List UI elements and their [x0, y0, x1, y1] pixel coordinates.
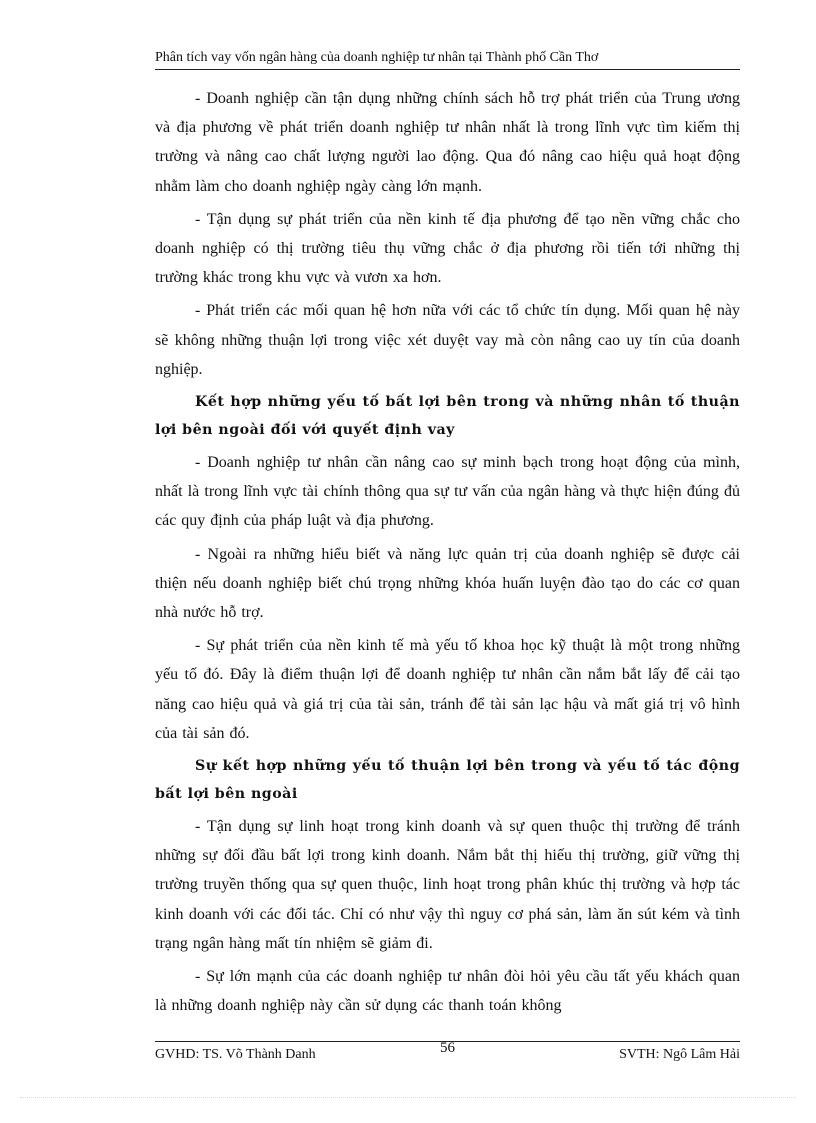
paragraph-2: - Tận dụng sự phát triển của nền kinh tế địa phương để tạo nền vững chắc cho doanh nghiệp có thị trường tiêu thụ vững chắc ở địa phương rồi tiến tới những thị trường khác trong khu vực và vươn xa hơn.: [155, 210, 740, 287]
document-body: [155, 84, 740, 1024]
paragraph-6: - Sự phát triển của nền kinh tế mà yếu tố khoa học kỹ thuật là một trong những yếu tố đó. Đây là điểm thuận lợi để doanh nghiệp tư nhân cần nắm bắt lấy để cải tạo năng cao hiệu quả và giá trị của tài sản, tránh để tài sản lạc hậu và mất giá trị vô hình của tài sản đó.: [155, 637, 740, 742]
paragraph-1: - Doanh nghiệp cần tận dụng những chính sách hỗ trợ phát triển của Trung ương và địa phương về phát triển doanh nghiệp tư nhân nhất là trong lĩnh vực tìm kiếm thị trường và nâng cao chất lượng người lao động. Qua đó nâng cao hiệu quả hoạt động nhằm làm cho doanh nghiệp ngày càng lớn mạnh.: [155, 90, 740, 195]
paragraph-3: - Phát triển các mối quan hệ hơn nữa với các tổ chức tín dụng. Mối quan hệ này sẽ không những thuận lợi trong việc xét duyệt vay mà còn nâng cao uy tín của doanh nghiệp.: [155, 302, 740, 378]
paragraph-8: - Sự lớn mạnh của các doanh nghiệp tư nhân đòi hỏi yêu cầu tất yếu khách quan là những doanh nghiệp này cần sử dụng các thanh toán không: [155, 968, 740, 1015]
section-heading-2: Sự kết hợp những yếu tố thuận lợi bên trong và yếu tố tác động bất lợi bên ngoài: [155, 758, 740, 803]
paragraph-5: - Ngoài ra những hiểu biết và năng lực quản trị của doanh nghiệp sẽ được cải thiện nếu doanh nghiệp biết chú trọng những khóa huấn luyện đào tạo do các cơ quan nhà nước hỗ trợ.: [155, 545, 740, 622]
footer-student: SVTH: Ngô Lâm Hải: [619, 1047, 740, 1062]
page-footer: [155, 1041, 740, 1066]
footer-advisor: GVHD: TS. Võ Thành Danh: [155, 1047, 316, 1062]
page-edge-divider: [20, 1097, 796, 1098]
paragraph-7: - Tận dụng sự linh hoạt trong kinh doanh và sự quen thuộc thị trường để tránh những sự đối đầu bất lợi trong kinh doanh. Nắm bắt thị hiếu thị trường, giữ vững thị trường truyền thống qua sự quen thuộc, linh hoạt trong phân khúc thị trường và hợp tác kinh doanh với các đối tác. Chỉ có như vậy thì nguy cơ phá sản, làm ăn sút kém và tình trạng ngân hàng mất tín nhiệm sẽ giảm đi.: [155, 818, 740, 952]
paragraph-4: - Doanh nghiệp tư nhân cần nâng cao sự minh bạch trong hoạt động của mình, nhất là trong lĩnh vực tài chính thông qua sự tư vấn của ngân hàng và thực hiện đúng đủ các quy định của pháp luật và địa phương.: [155, 454, 740, 530]
page-header: [155, 47, 740, 70]
header-title: Phân tích vay vốn ngân hàng của doanh nghiệp tư nhân tại Thành phố Cần Thơ: [155, 50, 599, 65]
section-heading-1: Kết hợp những yếu tố bất lợi bên trong và những nhân tố thuận lợi bên ngoài đối với quyết định vay: [155, 394, 740, 439]
page-number: 56: [440, 1040, 455, 1056]
